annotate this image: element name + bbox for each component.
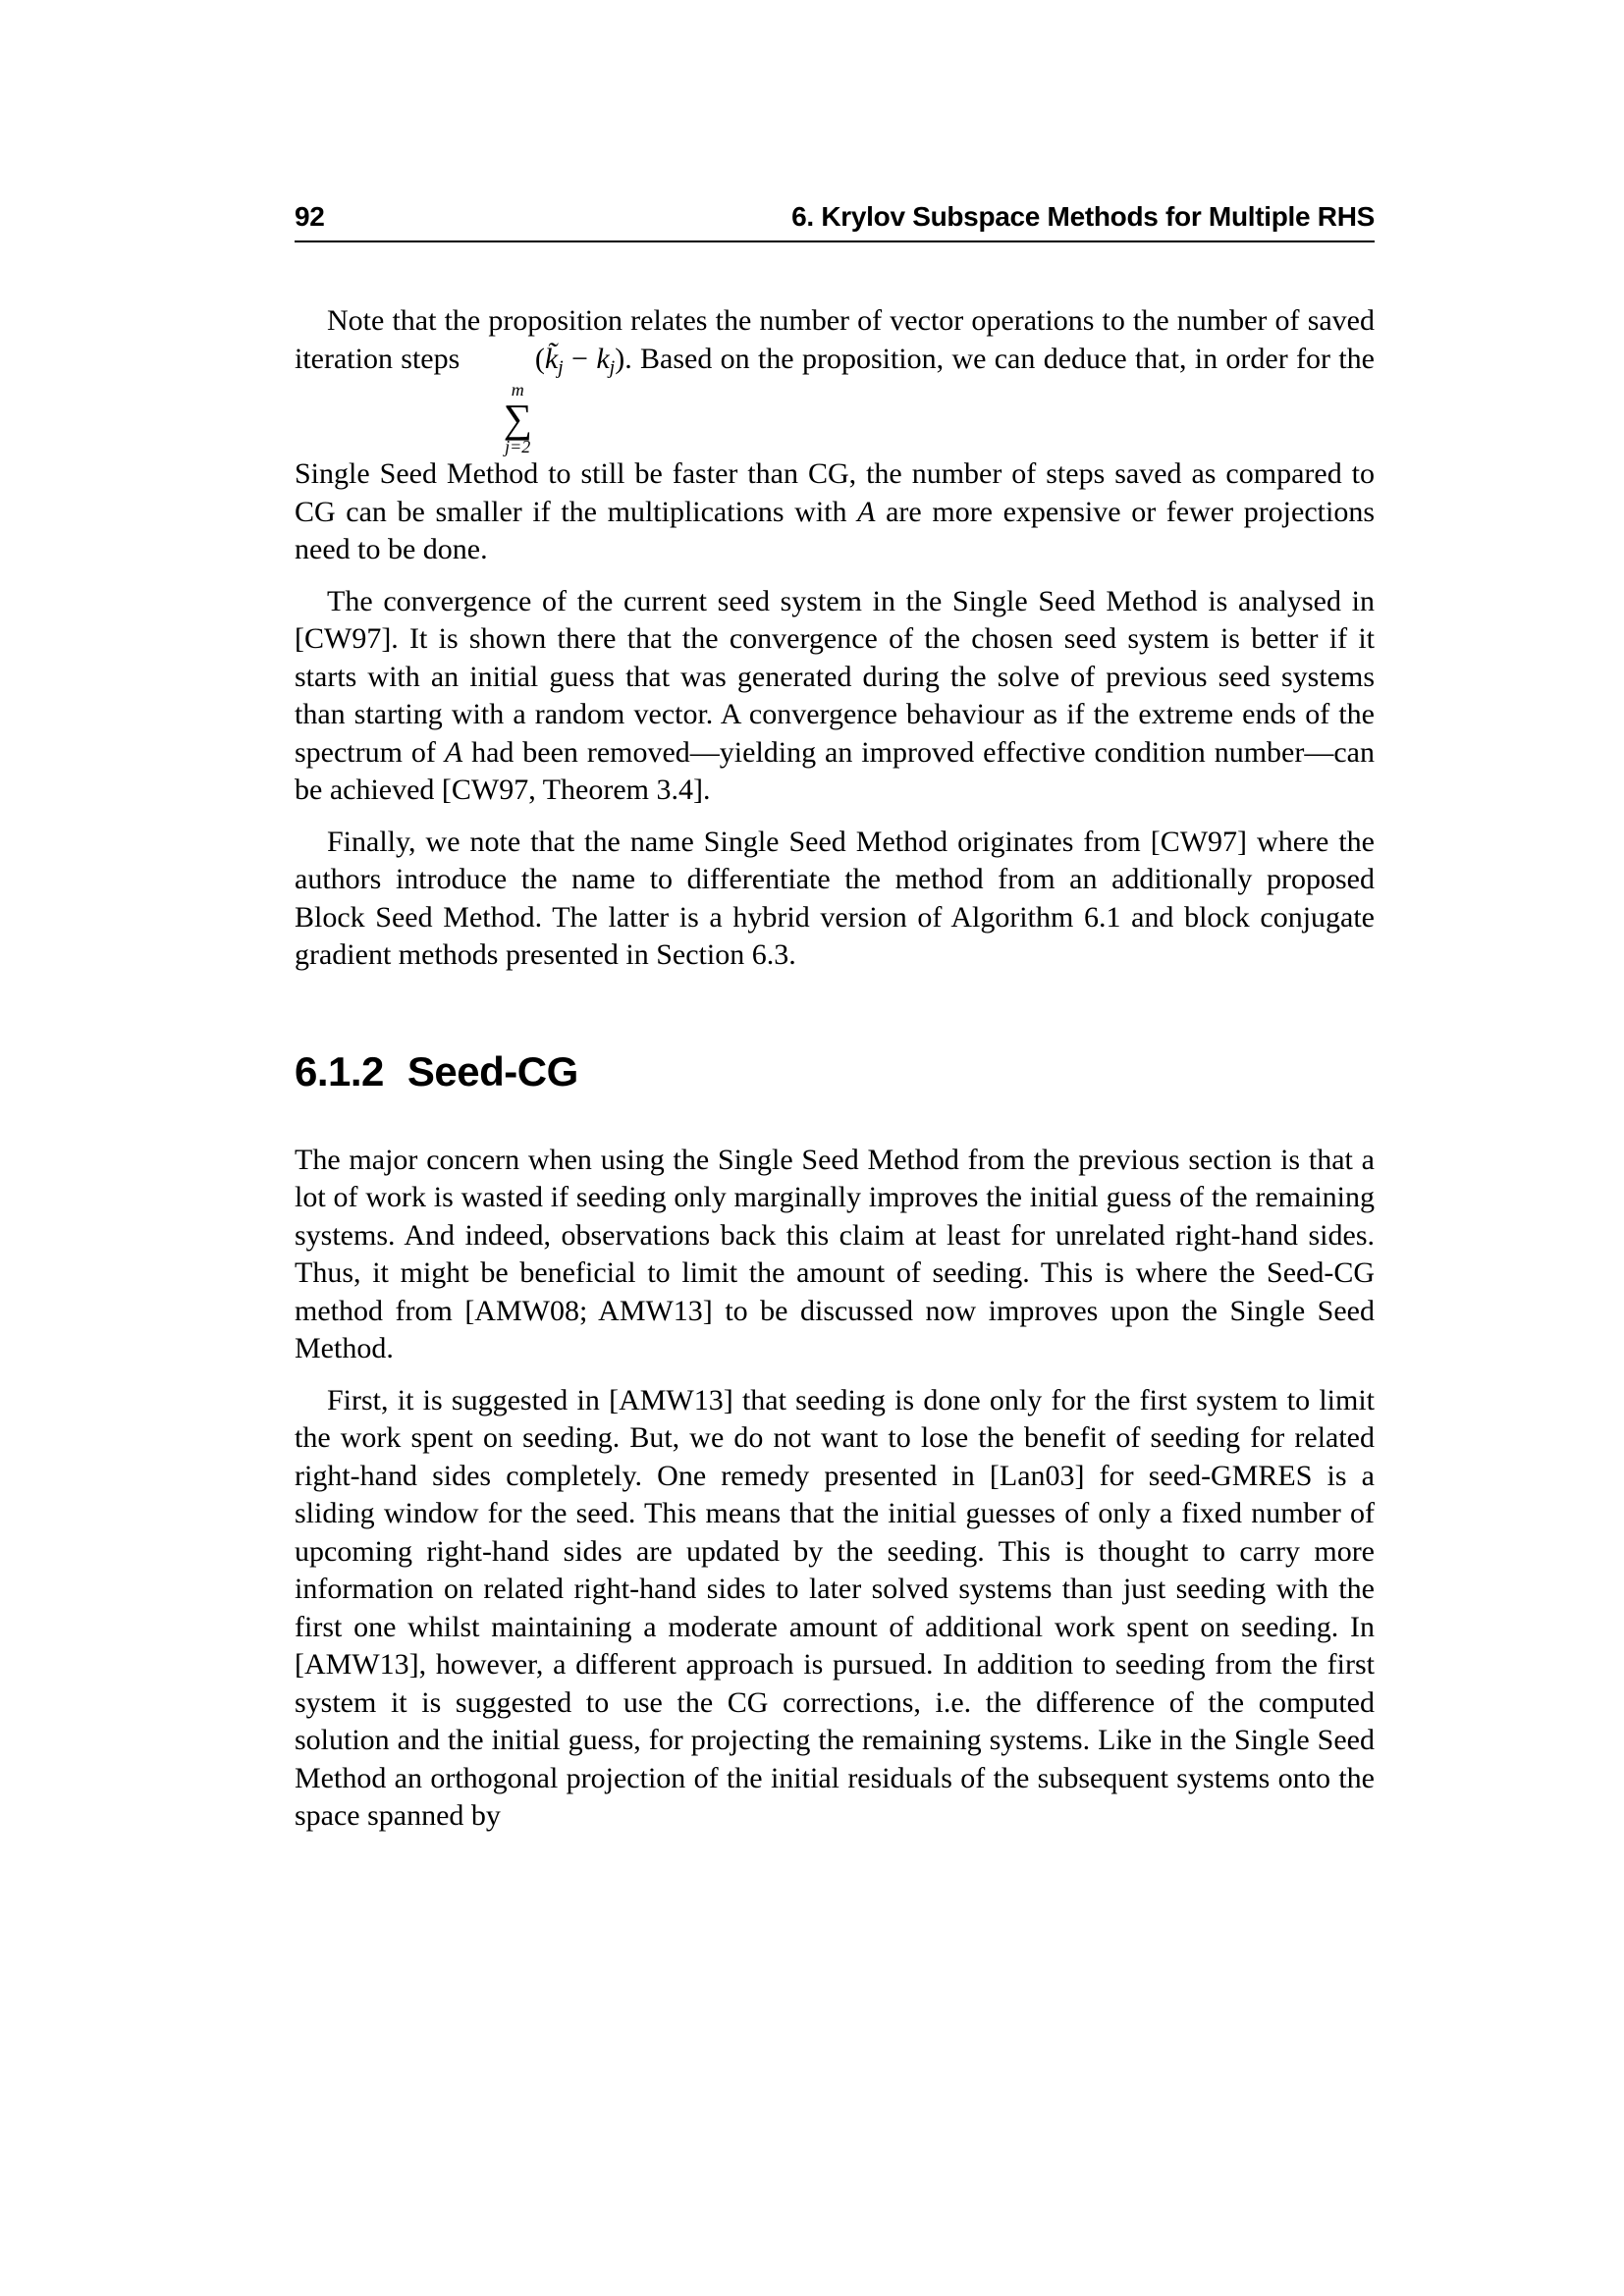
sigma-glyph: ∑ bbox=[503, 395, 532, 441]
running-header bbox=[295, 200, 1375, 242]
text-segment: ). Based on the proposition, we can deduce that, in order for the Single Seed Method to still be faster than CG, the number of steps saved as compared to CG can be smaller if the multiplications with bbox=[295, 342, 1376, 528]
chapter-title: 6. Krylov Subspace Methods for Multiple RHS bbox=[791, 201, 1375, 232]
text-segment: A bbox=[444, 735, 463, 769]
summation-symbol bbox=[471, 381, 532, 456]
section-heading bbox=[295, 1049, 1375, 1095]
text-segment: First, it is suggested in [AMW13] that seeding is done only for the first system to limit the work spent on seeding. But, we do not want to lose the benefit of seeding for related right-hand sides completely. One remedy presented in [Lan03] for seed-GMRES is a sliding window for the seed. This means that the initial guesses of only a fixed number of upcoming right-hand sides are updated by the seeding. This is thought to carry more information on related right-hand sides to later solved systems than just seeding with the first one whilst maintaining a moderate amount of additional work spent on seeding. In [AMW13], however, a different approach is pursued. In addition to seeding from the first system it is suggested to use the CG corrections, i.e. the difference of the computed solution and the initial guess, for projecting the remaining systems. Like in the Single Seed Method an orthogonal projection of the initial residuals of the subsequent systems onto the space spanned by bbox=[295, 1383, 1375, 1833]
text-segment: k bbox=[596, 342, 610, 375]
text-segment: The convergence of the current seed system in the Single Seed Method is analysed in [CW97]. It is shown there that the convergence of the chosen seed system is better if it starts with an initial guess that was generated during the solve of previous seed systems than starting with a random vector. A convergence behaviour as if the extreme ends of the spectrum of bbox=[295, 584, 1375, 769]
text-segment: had been removed—yielding an improved effective condition number—can be achieved [CW97, Theorem 3.4]. bbox=[295, 735, 1375, 807]
text-segment: Finally, we note that the name Single Seed Method originates from [CW97] where the authors introduce the name to differentiate the method from an additionally proposed Block Seed Method. The latter is a hybrid version of Algorithm 6.1 and block conjugate gradient methods presented in Section 6.3. bbox=[295, 825, 1375, 972]
paragraph-group-before-heading bbox=[295, 302, 1375, 975]
text-segment: are more expensive or fewer projections need to be done. bbox=[295, 495, 1375, 566]
sum-lower-limit: j=2 bbox=[505, 437, 531, 457]
text-segment: j bbox=[609, 356, 616, 379]
paragraph bbox=[295, 302, 1375, 569]
paragraph bbox=[295, 1382, 1375, 1836]
text-segment: ( bbox=[534, 342, 545, 375]
section-number: 6.1.2 bbox=[295, 1047, 384, 1095]
text-segment: j bbox=[558, 356, 564, 379]
paragraph-group-after-heading bbox=[295, 1142, 1375, 1836]
page-number: 92 bbox=[295, 201, 325, 232]
text-segment: A bbox=[857, 495, 876, 528]
paragraph bbox=[295, 1142, 1375, 1368]
text-segment: The major concern when using the Single Seed Method from the previous section is that a lot of work is wasted if seeding only marginally improves the initial guess of the remaining systems. And indeed, observations back this claim at least for unrelated right-hand sides. Thus, it might be beneficial to limit the amount of seeding. This is where the Seed-CG method from [AMW08; AMW13] to be discussed now improves upon the Single Seed Method. bbox=[295, 1143, 1375, 1365]
text-segment: Note that the proposition relates the number of vector operations to the number of saved iteration steps bbox=[295, 304, 1375, 375]
paragraph bbox=[295, 583, 1375, 810]
section-title: Seed-CG bbox=[406, 1047, 578, 1095]
text-segment: k̃ bbox=[544, 342, 559, 375]
body-text bbox=[295, 302, 1375, 1849]
sum-upper-limit: m bbox=[511, 379, 524, 400]
text-segment: − bbox=[563, 342, 597, 375]
paragraph bbox=[295, 824, 1375, 975]
